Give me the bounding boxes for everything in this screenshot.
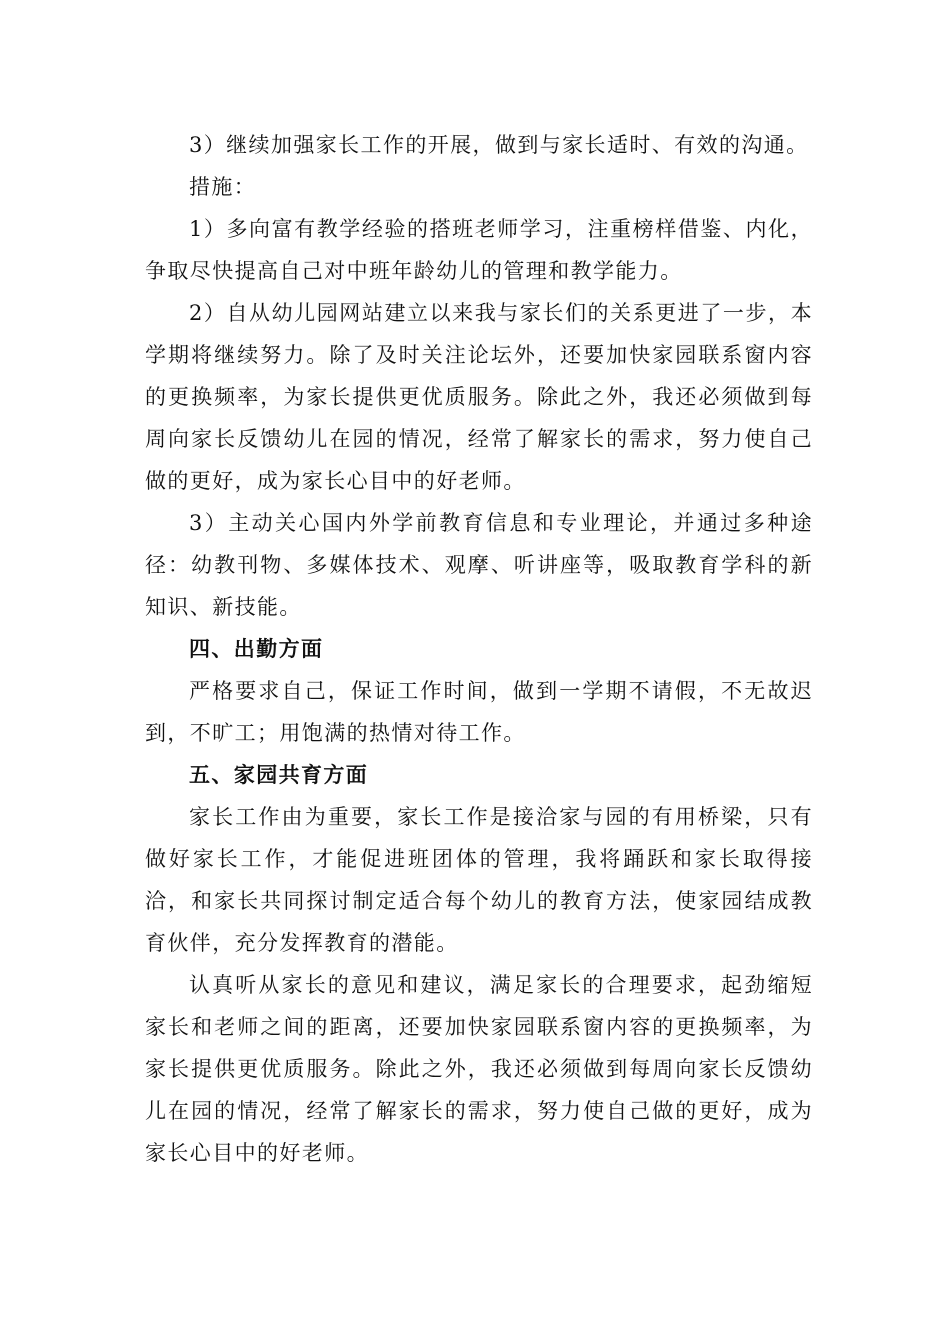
paragraph-measure-item-3: 3）主动关心国内外学前教育信息和专业理论，并通过多种途径：幼教刊物、多媒体技术、观摩、听讲座等，吸取教育学科的新知识、新技能。 [145, 511, 813, 619]
paragraph-home-school-1: 家长工作由为重要，家长工作是接洽家与园的有用桥梁，只有做好家长工作，才能促进班团体的管理，我将踊跃和家长取得接洽，和家长共同探讨制定适合每个幼儿的教育方法，使家园结成教育伙伴，充分发挥教育的潜能。 [145, 805, 813, 955]
section-heading-home-school: 五、家园共育方面 [189, 762, 369, 787]
section-heading-attendance: 四、出勤方面 [189, 636, 324, 661]
paragraph-measure-3: 3）继续加强家长工作的开展，做到与家长适时、有效的沟通。 [189, 133, 809, 157]
paragraph-measures-label: 措施： [189, 175, 257, 199]
document-body [145, 124, 813, 1174]
paragraph-attendance: 严格要求自己，保证工作时间，做到一学期不请假，不无故迟到，不旷工；用饱满的热情对待工作。 [145, 679, 813, 745]
paragraph-measure-item-2: 2）自从幼儿园网站建立以来我与家长们的关系更进了一步，本学期将继续努力。除了及时关注论坛外，还要加快家园联系窗内容的更换频率，为家长提供更优质服务。除此之外，我还必须做到每周向家长反馈幼儿在园的情况，经常了解家长的需求，努力使自己做的更好，成为家长心目中的好老师。 [145, 301, 813, 493]
paragraph-measure-item-1: 1）多向富有教学经验的搭班老师学习，注重榜样借鉴、内化，争取尽快提高自己对中班年龄幼儿的管理和教学能力。 [145, 217, 813, 283]
paragraph-home-school-2: 认真听从家长的意见和建议，满足家长的合理要求，起劲缩短家长和老师之间的距离，还要加快家园联系窗内容的更换频率，为家长提供更优质服务。除此之外，我还必须做到每周向家长反馈幼儿在园的情况，经常了解家长的需求，努力使自己做的更好，成为家长心目中的好老师。 [145, 973, 813, 1165]
